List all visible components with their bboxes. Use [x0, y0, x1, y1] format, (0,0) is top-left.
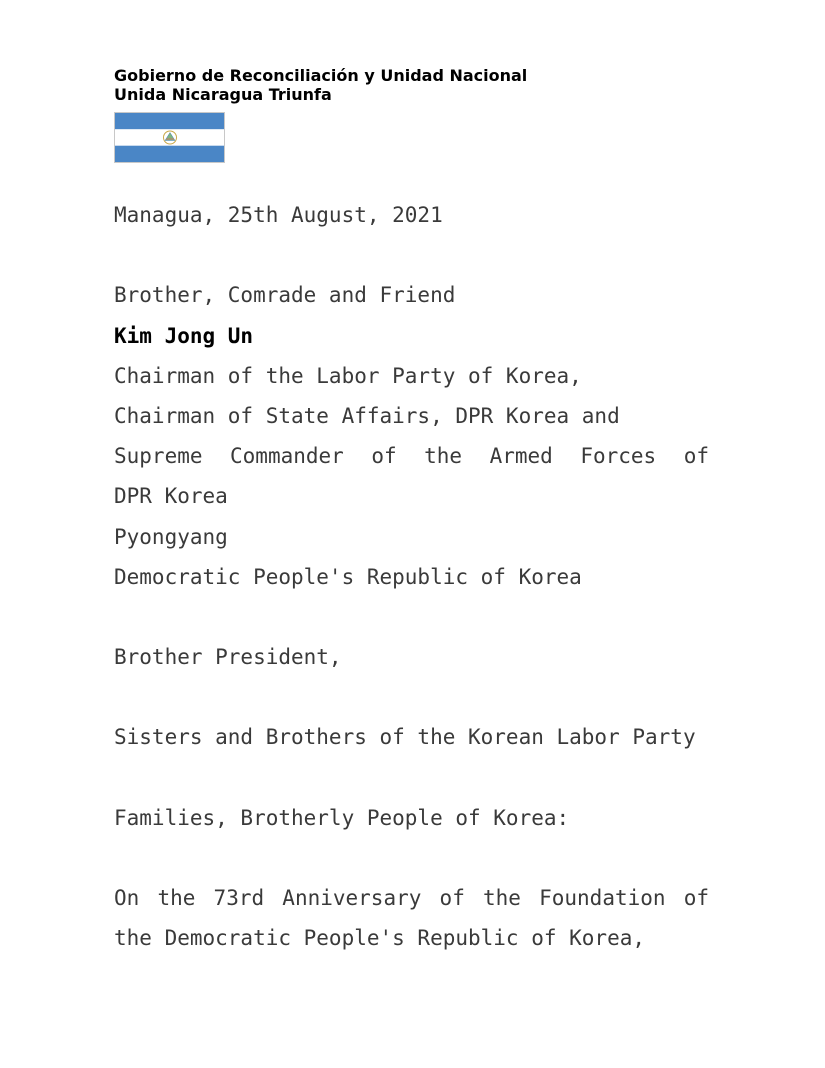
- letterhead: [114, 66, 527, 104]
- addressee-country: Democratic People's Republic of Korea: [114, 564, 582, 589]
- greeting-party: Sisters and Brothers of the Korean Labor Party: [114, 725, 696, 750]
- addressee-title-2: Chairman of State Affairs, DPR Korea and: [114, 403, 620, 428]
- salutation-line: Brother, Comrade and Friend: [114, 283, 456, 308]
- letterhead-slogan: Unida Nicaragua Triunfa: [114, 85, 332, 104]
- letterhead-government-name: Gobierno de Reconciliación y Unidad Nacional: [114, 66, 528, 85]
- addressee-title-3: Supreme Commander of the Armed Forces of: [114, 444, 709, 469]
- addressee-title-4: DPR Korea: [114, 484, 228, 509]
- greeting-people: Families, Brotherly People of Korea:: [114, 805, 570, 830]
- addressee-name: Kim Jong Un: [114, 323, 254, 348]
- letter-body: [114, 195, 714, 959]
- addressee-title-1: Chairman of the Labor Party of Korea,: [114, 363, 582, 388]
- addressee-city: Pyongyang: [114, 524, 228, 549]
- body-paragraph-line-1: On the 73rd Anniversary of the Foundation of: [114, 886, 709, 911]
- greeting-president: Brother President,: [114, 645, 342, 670]
- letter-date: Managua, 25th August, 2021: [114, 203, 443, 227]
- body-paragraph-line-2: the Democratic People's Republic of Korea,: [114, 926, 646, 951]
- nicaragua-flag-icon: [114, 112, 225, 163]
